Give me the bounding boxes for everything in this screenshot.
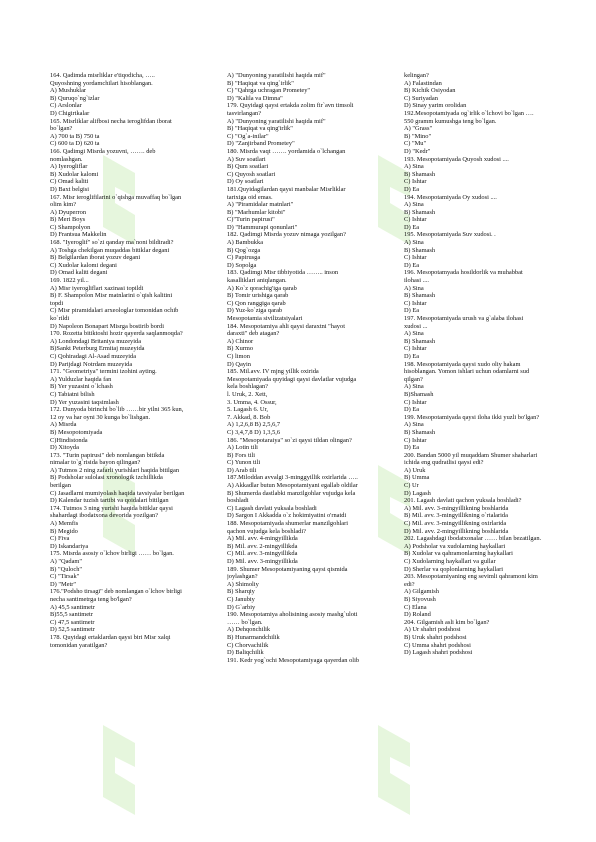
text-line: D) Sopolga: [227, 261, 257, 269]
text-line: C) Quyosh soatlari: [227, 170, 276, 178]
text-line: 192.Mesopotamiyada og`irlik o`lchovi bo`lgan ….: [404, 109, 534, 117]
text-line: 179. Quyidagi qaysi ertakda zolim fir`avn timsoli: [227, 102, 354, 110]
text-line: D) Ea: [404, 185, 420, 193]
text-line: Mesopotamiyada quyidagi qaysi davlatlar vujudga: [227, 375, 357, 383]
text-line: 191. Kedr yog`ochi Mesopotamiyaga qayerdan olib: [227, 656, 360, 664]
text-line: C) "Og`a-inilar": [227, 132, 269, 140]
text-line: A) Shimoliy: [227, 580, 259, 588]
text-line: Quyoshning yordamchilari hisoblangan.: [50, 79, 153, 87]
text-line: olim kim?: [50, 201, 77, 209]
text-line: 3. Umma, 4. Ossur,: [227, 398, 277, 406]
text-line: B) Xurmo: [227, 345, 254, 353]
text-line: B) Shamash: [404, 292, 436, 300]
text-line: C) Ishtar: [404, 345, 427, 353]
text-line: B) "Marhumlar kitobi": [227, 208, 286, 216]
text-line: C) Ishtar: [404, 216, 427, 224]
text-line: B) Qum soatlari: [227, 163, 269, 171]
text-line: bo`lgan?: [50, 125, 73, 133]
text-line: 184. Mesopotamiya ahli qaysi daraxtni "hayot: [227, 322, 345, 330]
text-line: nomlashgan.: [50, 155, 83, 163]
text-line: edi?: [404, 580, 415, 588]
text-line: 182. Qadimgi Misrda yozuv nimaga yozilgan?: [227, 231, 346, 239]
text-line: A) "Dunyoning yaratilishi haqida mif": [227, 117, 326, 125]
text-line: C) limon: [227, 352, 250, 360]
text-line: B)55,5 santimetr: [50, 611, 93, 619]
text-line: C) Ishtar: [404, 398, 427, 406]
text-line: B) Xudolar kalomi: [50, 170, 99, 178]
text-line: 189. Shumer Mesopotamiyaning qaysi qismida: [227, 565, 348, 573]
text-line: D) G`arbiy: [227, 603, 256, 611]
text-line: 170. Rozetta bitiktoshi hozir qayerda saqlanmoqda?: [50, 330, 183, 338]
text-line: B)Shamash: [404, 390, 434, 398]
text-line: D) 52,5 santimetr: [50, 626, 95, 634]
text-line: D) "Zanjirband Prometey": [227, 140, 295, 148]
text-line: 175. Misrda asosiy o`lchov birligi …… bo`lgan.: [50, 550, 174, 558]
text-line: A) 700 ta B) 750 ta: [50, 132, 100, 140]
text-line: A) Podsholar va xudolarning haykallari: [404, 542, 506, 550]
text-line: 173. "Turin papirusi" deb nomlangan bitikda: [50, 451, 165, 459]
text-line: A) Sina: [404, 284, 424, 292]
text-line: B) Shumerda dastlabki manzilgohlar vujudga kela: [227, 489, 356, 497]
text-line: D) Sinay yarim orolidan: [404, 102, 467, 110]
text-line: B) Mesopotomiyada: [50, 428, 103, 436]
text-line: B) Megido: [50, 527, 78, 535]
text-line: B) Shamash: [404, 246, 436, 254]
text-line: 12 oy va har oyni 30 kunga bo`lishgan.: [50, 413, 151, 421]
text-line: B) Belgilardan iborat yozuv degani: [50, 254, 141, 262]
text-line: hisoblangan. Yomon ishlari uchun odamlarni sud: [404, 368, 530, 376]
text-line: 188. Mesopotamiyada shumerlar manzilgohlari: [227, 520, 349, 528]
text-line: D) Ea: [404, 406, 420, 414]
text-line: C) Xudolar kalomi degani: [50, 261, 117, 269]
text-line: tarixiga oid emas.: [227, 193, 273, 201]
text-line: B) Podsholar sulolasi xronologik izchillikda: [50, 474, 163, 482]
text-line: ichida eng qudratlisi qaysi edi?: [404, 459, 484, 467]
text-line: A) Mil. avv. 3-mingyillikning boshlarida: [404, 504, 509, 512]
text-line: D) Napoleon Bonapart Misrga bostirib bordi: [50, 322, 165, 330]
text-line: C) Lagash davlati yuksala boshladi: [227, 504, 317, 512]
text-line: A) Dehqonchilik: [227, 626, 271, 634]
text-line: 172. Dunyoda birinchi bo`lib ……bir yilni 365 kun,: [50, 406, 184, 414]
text-line: 197. Mesopotamiyada urush va g`alaba ilohasi: [404, 315, 524, 322]
text-line: C) Arslonlar: [50, 102, 82, 110]
text-line: A) 1,2,6,8 B) 2,5,6,7: [227, 421, 281, 429]
text-line: A) Uruk: [404, 466, 426, 474]
text-line: B) Shamash: [404, 428, 436, 436]
text-line: kasalliklari aniqlangan.: [227, 277, 287, 285]
text-line: C) Papirusga: [227, 254, 261, 262]
text-line: C) Elana: [404, 603, 427, 611]
text-line: 178. Quyidagi ertaklardan qaysi biri Misr xalqi: [50, 633, 171, 641]
text-line: 168. "Iyeroglif" so`zi qanday ma`noni bildiradi?: [50, 239, 174, 247]
text-line: C) Jasadlarni mumiyolash haqida tavsiyalar berilgan: [50, 489, 185, 497]
text-line: D) Yuz-ko`ziga qarab: [227, 307, 283, 315]
text-line: tasvirlangan?: [227, 109, 262, 117]
text-line: A) Misr iyerogliflari xazinasi topildi: [50, 284, 144, 292]
text-line: 202. Lagashdagi ibodatxonalar …… bilan bezatilgan.: [404, 535, 542, 543]
text-line: C) Mil. avv. 3-mingyillikda: [227, 550, 298, 558]
text-line: A) Sina: [404, 330, 424, 338]
text-line: berilgan: [50, 482, 71, 490]
text-line: C) Mil. avv. 3-mingyillikning oxirlarida: [404, 520, 507, 528]
text-line: C) Ishtar: [404, 299, 427, 307]
text-line: B) Kichik Osiyodan: [404, 87, 456, 95]
text-line: 5. Lagash 6. Ur,: [227, 406, 268, 414]
text-line: l. Uruk, 2. Xett,: [227, 390, 268, 398]
text-line: A) Chinor: [227, 337, 254, 345]
text-line: B) "Haqiqat va qing'irlik": [227, 125, 293, 133]
text-line: D) Roland: [404, 611, 431, 619]
text-line: 195. Mesopotamiyada Suv xudosi. .: [404, 231, 496, 239]
text-line: 550 gramm kumushga teng bo`lgan.: [404, 117, 497, 125]
text-line: A) Gilgamish: [404, 588, 439, 596]
text-line: B) "Quloch": [50, 565, 83, 573]
text-line: D) Lagash: [404, 489, 431, 497]
text-line: B) Quruqo`ng`izlar: [50, 94, 100, 102]
text-line: A) Akkadlar butun Mesopotamiyani egallab oldilar: [227, 482, 358, 490]
text-line: A) Londondagi Britaniya muzeyida: [50, 337, 142, 345]
watermark-logo: [370, 715, 432, 835]
text-line: A) Toshga chekilgan muqaddas bitiklar degani: [50, 246, 170, 254]
text-column-middle: [227, 72, 397, 664]
text-line: qachon vujudga kela boshladi?: [227, 527, 306, 535]
text-line: A) Misrda: [50, 421, 77, 429]
text-line: 187.Miloddan avvalgi 3-minggyillik oxirlarida …..: [227, 474, 358, 482]
text-line: ilohasi ....: [404, 277, 430, 285]
text-line: D) Qayin: [227, 360, 251, 368]
text-line: A) "Piramidalar matnlari": [227, 201, 294, 209]
text-line: xudosi ...: [404, 322, 428, 330]
text-line: necha santimetrga teng bo'lgan?: [50, 595, 132, 603]
text-line: B) Qog`ozga: [227, 246, 261, 254]
text-line: 165. Misrliklar alifbosi necha ieroglifdan iborat: [50, 117, 172, 125]
text-line: 185. Mil.avv. IV mjng yillik oxirida: [227, 368, 319, 376]
text-line: C) Qohiradagi Al-Asad muzeyida: [50, 352, 137, 360]
text-line: B) Hunarmandchilik: [227, 633, 280, 641]
text-line: A) 45,5 santimetr: [50, 603, 95, 611]
text-line: C) "Tirsak": [50, 573, 80, 581]
text-line: B) "Haqiqat va qing`irlik": [227, 79, 294, 87]
text-line: D) Chigirtkalar: [50, 109, 90, 117]
text-line: C) Fiva: [50, 535, 70, 543]
text-line: C) Ur: [404, 482, 419, 490]
text-line: A) Sina: [404, 239, 424, 247]
text-line: D) Ea: [404, 444, 420, 452]
text-line: A) "Qadam": [50, 558, 83, 565]
text-line: B) Fors tili: [227, 451, 256, 459]
text-line: D) Arab tili: [227, 466, 257, 474]
text-line: C) Ishtar: [404, 254, 427, 262]
text-line: 201. Lagash davlati qachon yuksala boshladi?: [404, 497, 522, 505]
text-line: 164. Qadimda misrliklar e'tiqodicha, …..: [50, 72, 155, 79]
text-line: B)Sankt Peterburg Ermitaj muzeyida: [50, 345, 145, 353]
text-line: D) Lagash shahri podshosi: [404, 649, 473, 657]
text-line: 180. Misrda vaqt ……. yordamida o`lchangan: [227, 147, 346, 155]
text-line: 199. Mesopotamiyada qaysi iloha ikki yuzli bo'lgan?: [404, 413, 540, 421]
text-line: 181.Quyidagilardan qaysi manbalar Misrliklar: [227, 185, 346, 193]
text-line: A) Yulduzlar haqida fan: [50, 375, 112, 383]
text-line: 190. Mesopotamiya aholisining asosiy mashg`uloti: [227, 611, 358, 619]
text-line: D) Xitoyda: [50, 444, 79, 452]
text-line: D) Sherlar va qoplonlarning haykallari: [404, 565, 504, 573]
text-line: A) "Grass": [404, 125, 433, 133]
text-line: C) Umma shahri podshosi: [404, 641, 471, 649]
text-line: D) "Kalila va Dimna": [227, 94, 283, 102]
text-line: B) Shamash: [404, 208, 436, 216]
text-line: B) Siyovush: [404, 595, 436, 603]
text-line: A) Iyerogliflar: [50, 163, 88, 171]
text-line: D) Ea: [404, 223, 420, 231]
text-line: 169. 1822 yil...: [50, 277, 89, 285]
text-line: B) "Mino": [404, 132, 432, 140]
text-line: B) Uruk shahri podshosi: [404, 633, 467, 641]
text-column-left: [50, 72, 220, 649]
text-line: 186. "Mesopotaraiya" so`zi qaysi tildan olingan?: [227, 436, 352, 444]
text-line: B) Mil. avv. 2-mingyillikda: [227, 542, 298, 550]
text-line: …… bo`lgan.: [227, 618, 263, 626]
text-line: A) Memfis: [50, 520, 79, 528]
text-line: C) Suriyadan: [404, 94, 438, 102]
text-line: D) Sargon I Akkadda o`z hokimiyatini o'rnatdi: [227, 512, 347, 520]
text-line: D) "Metr": [50, 580, 76, 588]
text-line: 193. Mesopotamiyada Quyosh xudosi ....: [404, 155, 509, 163]
text-line: 183. Qadimgi Misr tibbiyotida …….. inson: [227, 269, 339, 277]
text-line: B) F. Shampolon Misr matnlarini o`qish kalitini: [50, 292, 173, 300]
text-line: A) Suv soatlari: [227, 155, 266, 163]
text-line: C) Janubiy: [227, 595, 255, 603]
text-line: D) Mil. avv. 3-mingyillikda: [227, 558, 298, 565]
text-line: 167. Misr ieroglifilarini o`qishga muvaffaq bo`lgan: [50, 193, 182, 201]
text-line: A) Ko`z qorachig'iga qarab: [227, 284, 297, 292]
text-line: D) Baxt belgisi: [50, 185, 90, 193]
text-line: tomonidan yaratilgan?: [50, 641, 108, 649]
text-line: 196. Mesopotamyada hosildorlik va muhabbat: [404, 269, 523, 277]
text-line: A) Dyuperron: [50, 208, 87, 216]
text-line: daraxti" deb atagan?: [227, 330, 280, 338]
text-line: B) Tomir urishiga qarab: [227, 292, 289, 300]
text-line: C) Chorvachilik: [227, 641, 269, 649]
text-line: kelingan?: [404, 72, 429, 79]
text-line: C) Tabiatni bilish: [50, 390, 95, 398]
text-line: qilgan?: [404, 375, 423, 383]
text-line: Mesopotamia sivilizatsiyalari: [227, 315, 303, 322]
text-line: 176."Podsho tirsagi" deb nomlangan o`lchov birligi: [50, 588, 182, 596]
watermark-logo: [95, 715, 157, 835]
text-line: D) Mil. avv. 2-mingyillikning boshlarida: [404, 527, 509, 535]
text-line: C) Ishtar: [404, 436, 427, 444]
text-line: 171. "Geometriya" termini izohini ayting.: [50, 368, 157, 376]
text-line: C)Hindistonda: [50, 436, 88, 444]
text-line: C)"Turin papirusi": [227, 216, 275, 224]
text-line: B) Sharqiy: [227, 588, 255, 596]
text-line: B) Shamash: [404, 170, 436, 178]
text-line: A) Sina: [404, 163, 424, 171]
text-line: A) Lotin tili: [227, 444, 258, 452]
text-line: D) Oy soatlari: [227, 178, 264, 186]
text-line: D) Iskandariya: [50, 542, 89, 550]
text-line: D) Kalendar tuzish tartibi va qoidalari bitilgan: [50, 497, 169, 505]
text-line: C) 47,5 santimetr: [50, 618, 95, 626]
text-line: C) Shampolyon: [50, 223, 91, 231]
text-line: C) Misr piramidalari arxeologlar tomonidan ochib: [50, 307, 179, 315]
text-line: C) Xudolarning haykallari va gullar: [404, 558, 496, 565]
text-line: C) 3,4,7,8 D) 1,3,5,6: [227, 428, 281, 436]
text-line: B) Shamash: [404, 337, 436, 345]
text-line: 198. Mesopotamiyada qaysi xudo oliy hakam: [404, 360, 521, 368]
text-line: D) Ea: [404, 352, 420, 360]
text-line: A) Sina: [404, 383, 424, 391]
text-line: C) "Mu": [404, 140, 427, 148]
text-line: A) Bambukka: [227, 239, 264, 247]
text-line: D) Frantsua Makkelin: [50, 231, 107, 239]
text-line: 166. Qadimgi Misrda yozuvni, ……. deb: [50, 147, 156, 155]
text-line: C) 600 ta D) 620 ta: [50, 140, 100, 148]
text-line: B) Yer yuzasini o`lchash: [50, 383, 113, 391]
text-line: joylashgan?: [227, 573, 258, 581]
text-line: D) Ea: [404, 307, 420, 315]
text-line: 174. Tutmos 3 ning yurishi haqida bitiklar qaysi: [50, 504, 173, 512]
text-column-right: [404, 72, 582, 657]
text-line: A) Ur shahri podshosi: [404, 626, 461, 634]
text-line: boshladi: [227, 497, 249, 505]
text-line: A) Tutmos 2 ning zafarli yurishlari haqida bitilgan: [50, 466, 180, 474]
text-line: A) Falastindan: [404, 79, 442, 87]
text-line: D) "Hammurapi qonunlari": [227, 223, 298, 231]
text-line: shahardagi ibodatxona devorida yozilgan?: [50, 512, 159, 520]
text-line: C) Omad kaliti: [50, 178, 89, 186]
text-line: B) Xudolar va qahramonlarning haykallari: [404, 550, 513, 558]
text-line: 200. Bandan 5000 yil muqaddam Shumer shaharlari: [404, 451, 538, 459]
text-line: 204. Gilgamish asli kim bo`lgan?: [404, 618, 490, 626]
text-line: C) Qon ranggiga qarab: [227, 299, 286, 307]
text-line: A) Mushuklar: [50, 87, 87, 95]
text-line: D) "Kedr": [404, 147, 431, 155]
text-line: D) Parijdagi Notrdam muzeyida: [50, 360, 133, 368]
text-line: A) Sina: [404, 421, 424, 429]
text-line: D) Ea: [404, 261, 420, 269]
text-line: A) Sina: [404, 201, 424, 209]
text-line: ko`rildi: [50, 315, 70, 322]
text-line: 203. Mesopotamiyaning eng sevimli qahramoni kim: [404, 573, 538, 581]
text-line: kela boshlagan?: [227, 383, 268, 391]
text-line: C) "Qahrga uchragan Prometey": [227, 87, 311, 95]
text-line: A) "Dunyoning yaratilishi haqida mif": [227, 72, 326, 79]
text-line: B) Umma: [404, 474, 430, 482]
text-line: nimalar to`g`risida bayon qilingan?: [50, 459, 141, 467]
text-line: B) Meri Boys: [50, 216, 86, 224]
text-line: D) Yer yuzasini taqsimlash: [50, 398, 119, 406]
text-line: 194. Mesopotamiyada Oy xudosi ....: [404, 193, 497, 201]
text-line: C) Ishtar: [404, 178, 427, 186]
text-line: C) Yunon tili: [227, 459, 261, 467]
text-line: topdi: [50, 299, 64, 307]
text-line: 7. Akkad, 8. Bob: [227, 413, 271, 421]
text-line: D) Omad kaliti degani: [50, 269, 108, 277]
text-line: D) Baliqchilik: [227, 649, 264, 657]
text-line: A) Mil. avv. 4-mingyillikda: [227, 535, 298, 543]
text-line: B) Mil. avv. 3-mingyillikning o`rtalarida: [404, 512, 508, 520]
